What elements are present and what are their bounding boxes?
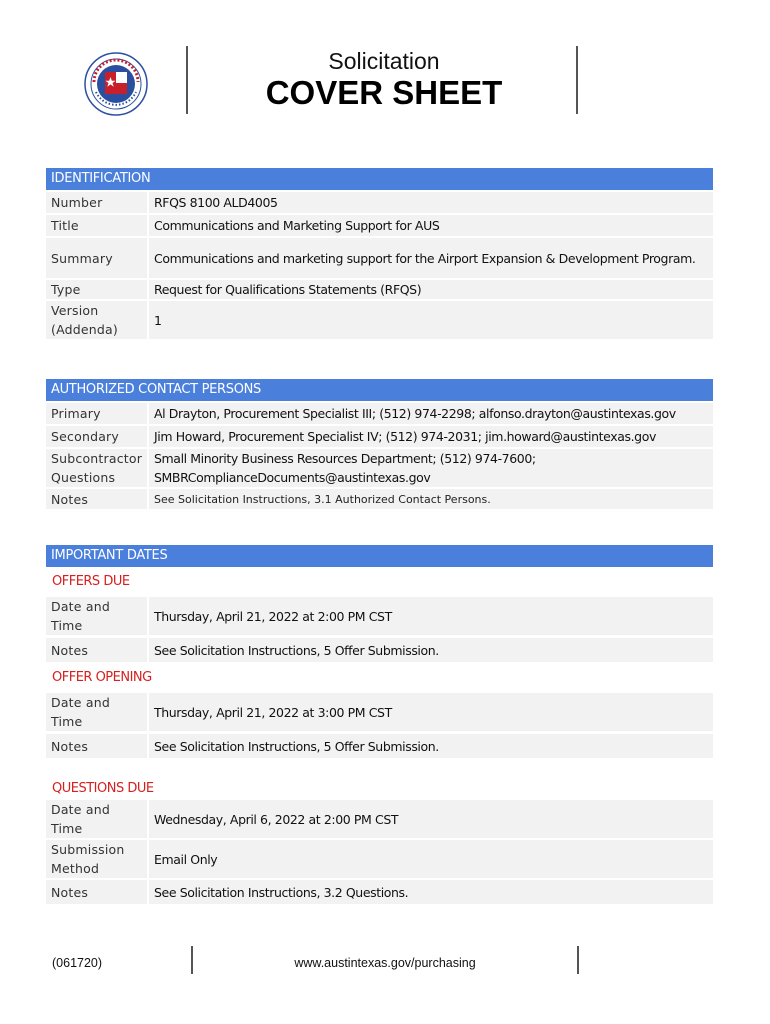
field-label: Notes (46, 489, 147, 509)
field-value: 1 (149, 301, 713, 339)
field-label: Date and Time (46, 597, 147, 635)
field-value: See Solicitation Instructions, 3.1 Authorized Contact Persons. (149, 489, 713, 509)
page-title-solicitation: Solicitation (328, 48, 440, 74)
table-row (46, 301, 713, 339)
field-label: Secondary (46, 426, 147, 447)
table-row (46, 215, 713, 236)
field-label: Notes (46, 880, 147, 904)
field-value: Thursday, April 21, 2022 at 2:00 PM CST (149, 597, 713, 635)
field-value: See Solicitation Instructions, 3.2 Questions. (149, 880, 713, 904)
table-row (46, 840, 713, 878)
footer-divider-right (577, 946, 579, 974)
field-value: Communications and Marketing Support for AUS (149, 215, 713, 236)
header-divider-left (186, 46, 188, 114)
table-row (46, 489, 713, 509)
section-header-contacts: AUTHORIZED CONTACT PERSONS (46, 379, 713, 401)
field-label: Notes (46, 638, 147, 662)
subheading-questions-due: QUESTIONS DUE (52, 781, 154, 796)
table-row (46, 597, 713, 635)
field-label: Submission Method (46, 840, 147, 878)
section-header-important-dates: IMPORTANT DATES (46, 545, 713, 567)
field-value: See Solicitation Instructions, 5 Offer Submission. (149, 638, 713, 662)
field-value: RFQS 8100 ALD4005 (149, 192, 713, 213)
field-label: Notes (46, 734, 147, 758)
table-row (46, 426, 713, 447)
footer-form-code: (061720) (52, 956, 103, 970)
field-label: Subcontractor Questions (46, 449, 147, 487)
field-value: Thursday, April 21, 2022 at 3:00 PM CST (149, 693, 713, 731)
footer-url-link[interactable]: www.austintexas.gov/purchasing (294, 956, 476, 970)
field-label: Version (Addenda) (46, 301, 147, 339)
field-value: Al Drayton, Procurement Specialist III; (512) 974-2298; alfonso.drayton@austintexas.gov (149, 403, 713, 424)
field-label: Summary (46, 238, 147, 278)
field-value: Jim Howard, Procurement Specialist IV; (512) 974-2031; jim.howard@austintexas.gov (149, 426, 713, 447)
page-title-cover-sheet: COVER SHEET (265, 74, 503, 111)
field-value: Wednesday, April 6, 2022 at 2:00 PM CST (149, 800, 713, 838)
table-row (46, 693, 713, 731)
table-row (46, 734, 713, 758)
field-label: Number (46, 192, 147, 213)
field-label: Title (46, 215, 147, 236)
field-value: Email Only (149, 840, 713, 878)
field-value: Small Minority Business Resources Department; (512) 974-7600; SMBRComplianceDocuments@austintexas.gov (149, 449, 713, 487)
subheading-offers-due: OFFERS DUE (52, 574, 130, 589)
field-value: Communications and marketing support for the Airport Expansion & Development Program. (149, 238, 713, 278)
table-row (46, 238, 713, 278)
field-label: Date and Time (46, 693, 147, 731)
field-value: See Solicitation Instructions, 5 Offer Submission. (149, 734, 713, 758)
city-of-austin-seal-icon (84, 52, 148, 116)
table-row (46, 638, 713, 662)
table-row (46, 800, 713, 838)
subheading-offer-opening: OFFER OPENING (52, 670, 152, 685)
table-row (46, 192, 713, 213)
table-row (46, 280, 713, 299)
table-row (46, 403, 713, 424)
table-row (46, 880, 713, 904)
field-label: Type (46, 280, 147, 299)
section-header-identification: IDENTIFICATION (46, 168, 713, 190)
table-row (46, 449, 713, 487)
field-value: Request for Qualifications Statements (RFQS) (149, 280, 713, 299)
field-label: Primary (46, 403, 147, 424)
field-label: Date and Time (46, 800, 147, 838)
